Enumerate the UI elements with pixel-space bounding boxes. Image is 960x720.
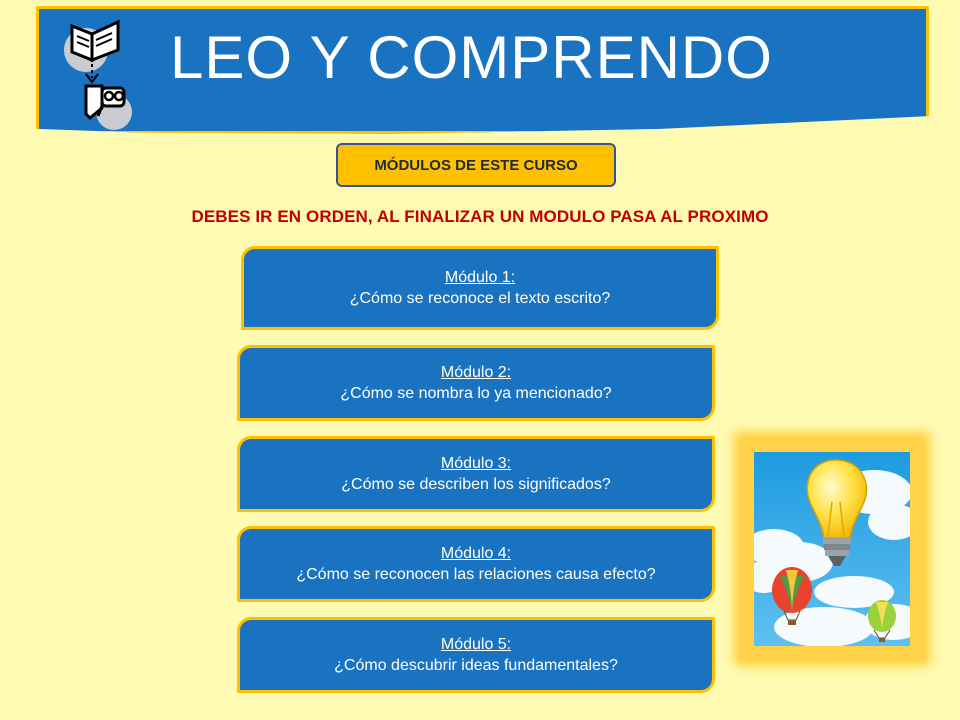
module-4-button[interactable] (237, 526, 715, 602)
module-subtitle: ¿Cómo se reconoce el texto escrito? (349, 290, 611, 307)
module-title: Módulo 3: (440, 455, 512, 472)
page-title: LEO Y COMPRENDO (170, 24, 773, 91)
lightbulb-balloons-icon (754, 452, 910, 646)
reading-person-icon (62, 12, 142, 130)
module-subtitle: ¿Cómo se describen los significados? (341, 476, 611, 493)
module-subtitle: ¿Cómo descubrir ideas fundamentales? (334, 657, 618, 674)
module-subtitle: ¿Cómo se reconocen las relaciones causa efecto? (296, 566, 656, 583)
module-3-button[interactable] (237, 436, 715, 512)
module-title: Módulo 2: (440, 364, 512, 381)
module-title: Módulo 1: (444, 269, 516, 286)
module-5-button[interactable] (237, 617, 715, 693)
module-subtitle: ¿Cómo se nombra lo ya mencionado? (340, 385, 612, 402)
instruction-text: DEBES IR EN ORDEN, AL FINALIZAR UN MODULO PASA AL PROXIMO (191, 207, 769, 226)
module-title: Módulo 5: (440, 636, 512, 653)
modules-badge: MÓDULOS DE ESTE CURSO (336, 143, 616, 187)
module-1-button[interactable] (241, 246, 719, 330)
module-title: Módulo 4: (440, 545, 512, 562)
module-2-button[interactable] (237, 345, 715, 421)
